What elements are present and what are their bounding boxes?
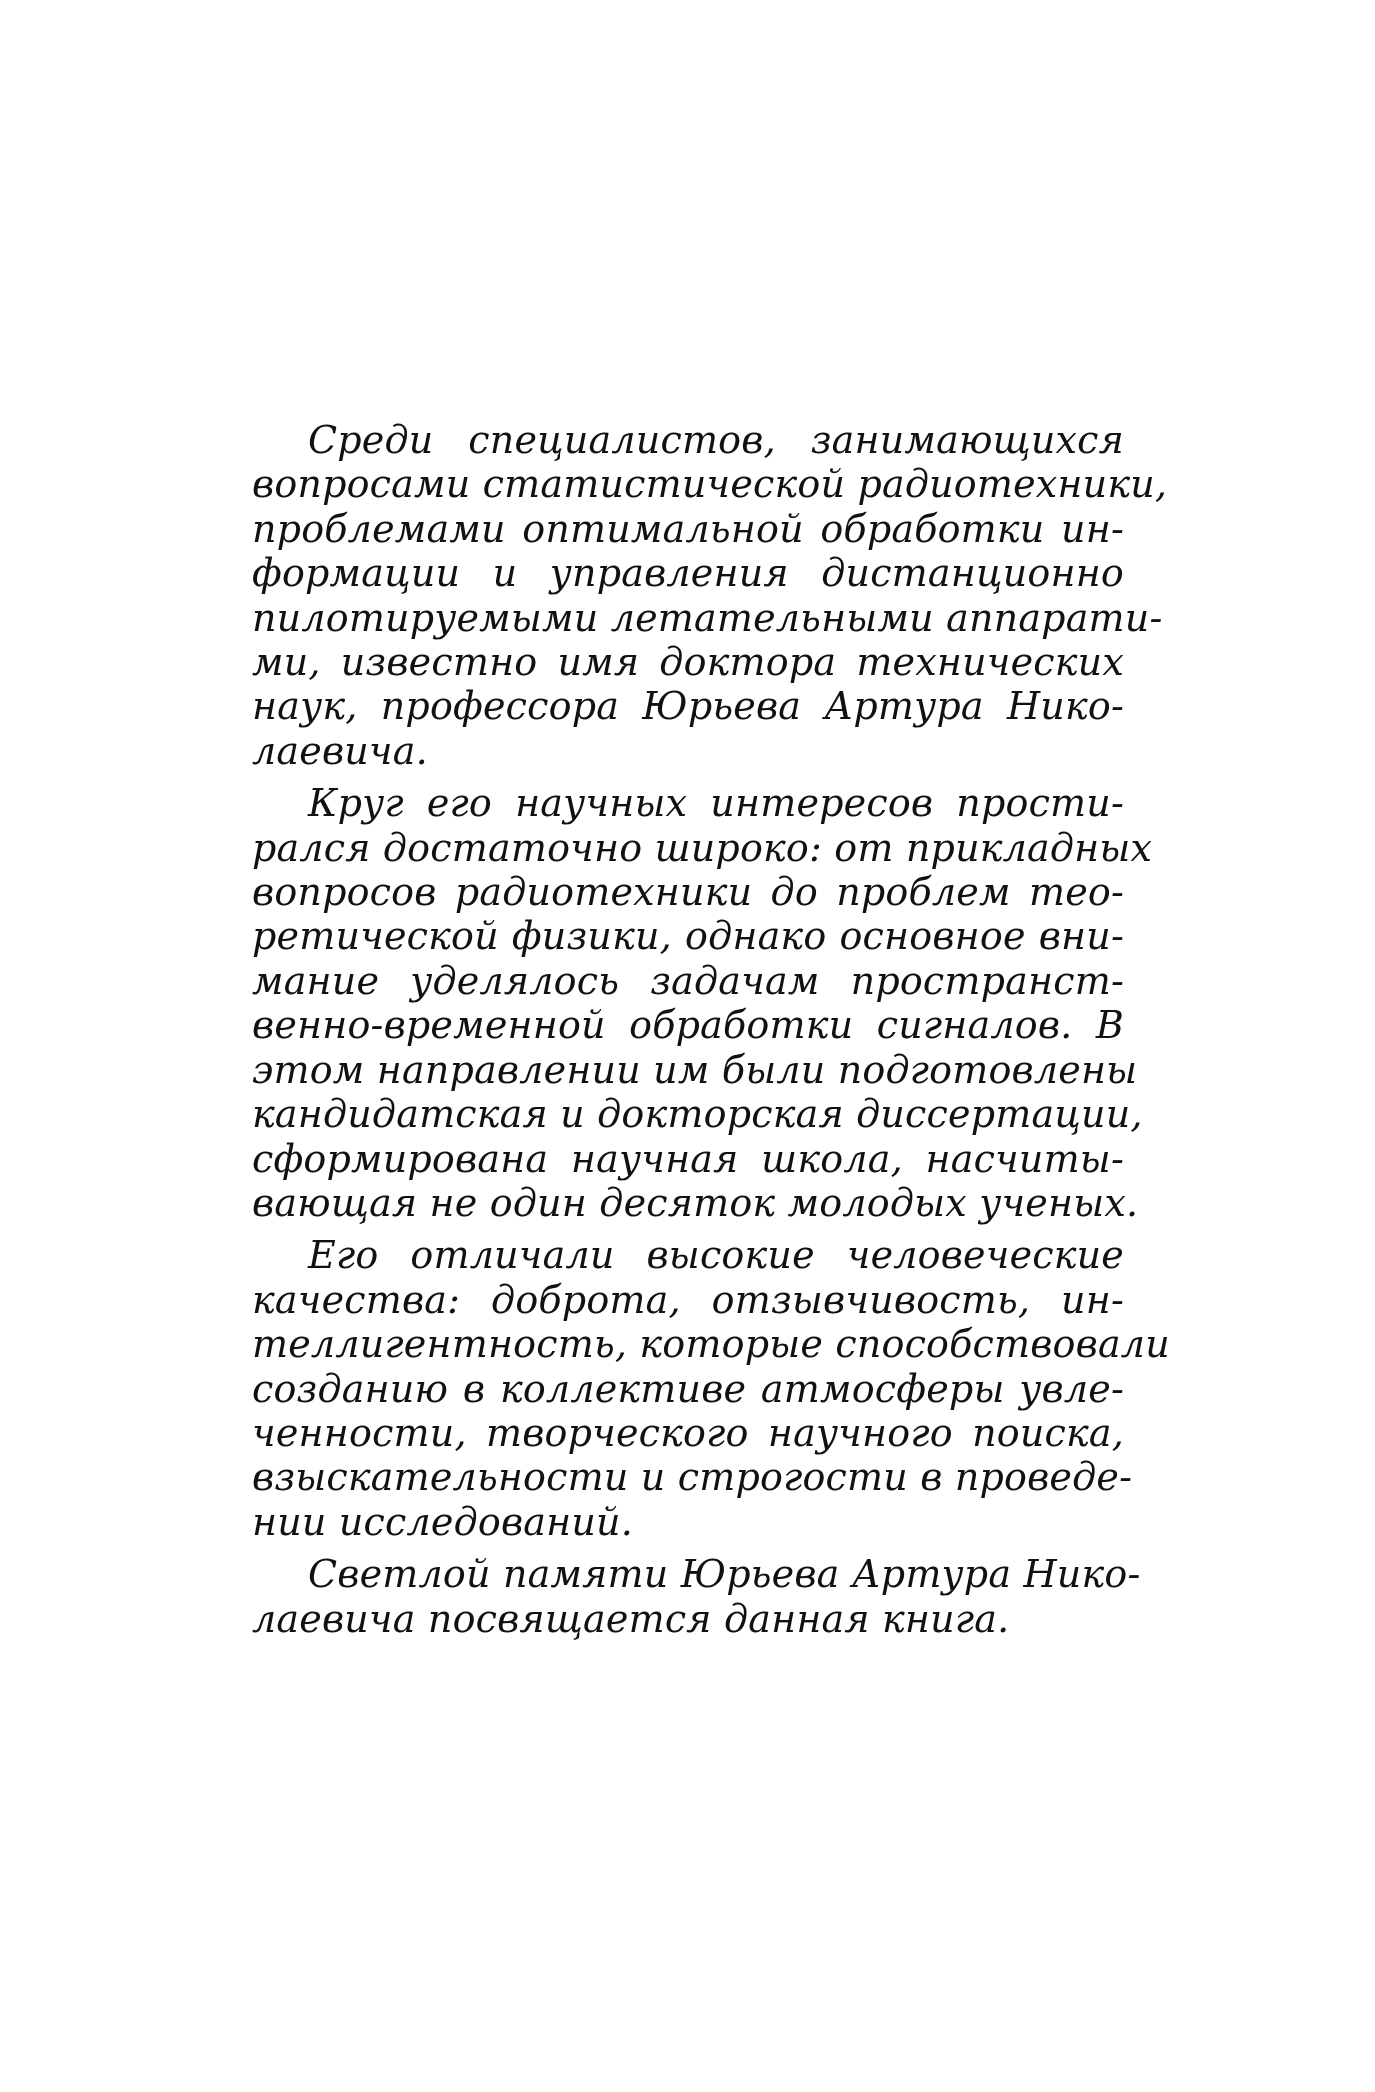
paragraph-4 xyxy=(252,1552,1141,1641)
text-line: ми, известно имя доктора технических xyxy=(252,640,1124,685)
text-line: формации и управления дистанционно xyxy=(252,551,1124,596)
text-line: проблемами оптимальной обработки ин- xyxy=(252,506,1124,551)
text-line: ретической физики, однако основное вни- xyxy=(252,914,1124,959)
paragraph-2 xyxy=(252,781,1153,1225)
text-line: созданию в коллективе атмосферы увле- xyxy=(252,1366,1124,1411)
paragraph-3 xyxy=(252,1233,1170,1544)
text-line: сформирована научная школа, насчиты- xyxy=(252,1136,1124,1181)
text-line: нии исследований. xyxy=(252,1499,633,1544)
dedication-text xyxy=(252,418,1170,1649)
text-line: лаевича. xyxy=(252,728,428,773)
text-line: вопросов радиотехники до проблем тео- xyxy=(252,870,1124,915)
text-line: качества: доброта, отзывчивость, ин- xyxy=(252,1277,1124,1322)
paragraph-1 xyxy=(252,418,1168,773)
text-line: кандидатская и докторская диссертации, xyxy=(252,1092,1143,1137)
text-line: взыскательности и строгости в проведе- xyxy=(252,1455,1133,1500)
text-line: Его отличали высокие человеческие xyxy=(308,1233,1124,1278)
text-line: вопросами статистической радиотехники, xyxy=(252,462,1168,507)
text-line: Среди специалистов, занимающихся xyxy=(308,418,1124,462)
text-line: Круг его научных интересов прости- xyxy=(308,781,1124,826)
text-line: пилотируемыми летательными аппарати- xyxy=(252,595,1163,640)
text-line: наук, профессора Юрьева Артура Нико- xyxy=(252,684,1124,729)
text-line: вающая не один десяток молодых ученых. xyxy=(252,1180,1139,1225)
text-line: рался достаточно широко: от прикладных xyxy=(252,825,1153,870)
text-line: лаевича посвящается данная книга. xyxy=(252,1596,1010,1641)
text-line: теллигентность, которые способствовали xyxy=(252,1322,1170,1367)
text-line: этом направлении им были подготовлены xyxy=(252,1047,1138,1092)
text-line: венно-временной обработки сигналов. В xyxy=(252,1003,1124,1048)
text-line: мание уделялось задачам пространст- xyxy=(252,958,1124,1003)
text-line: ченности, творческого научного поиска, xyxy=(252,1410,1124,1455)
text-line: Светлой памяти Юрьева Артура Нико- xyxy=(308,1552,1141,1597)
